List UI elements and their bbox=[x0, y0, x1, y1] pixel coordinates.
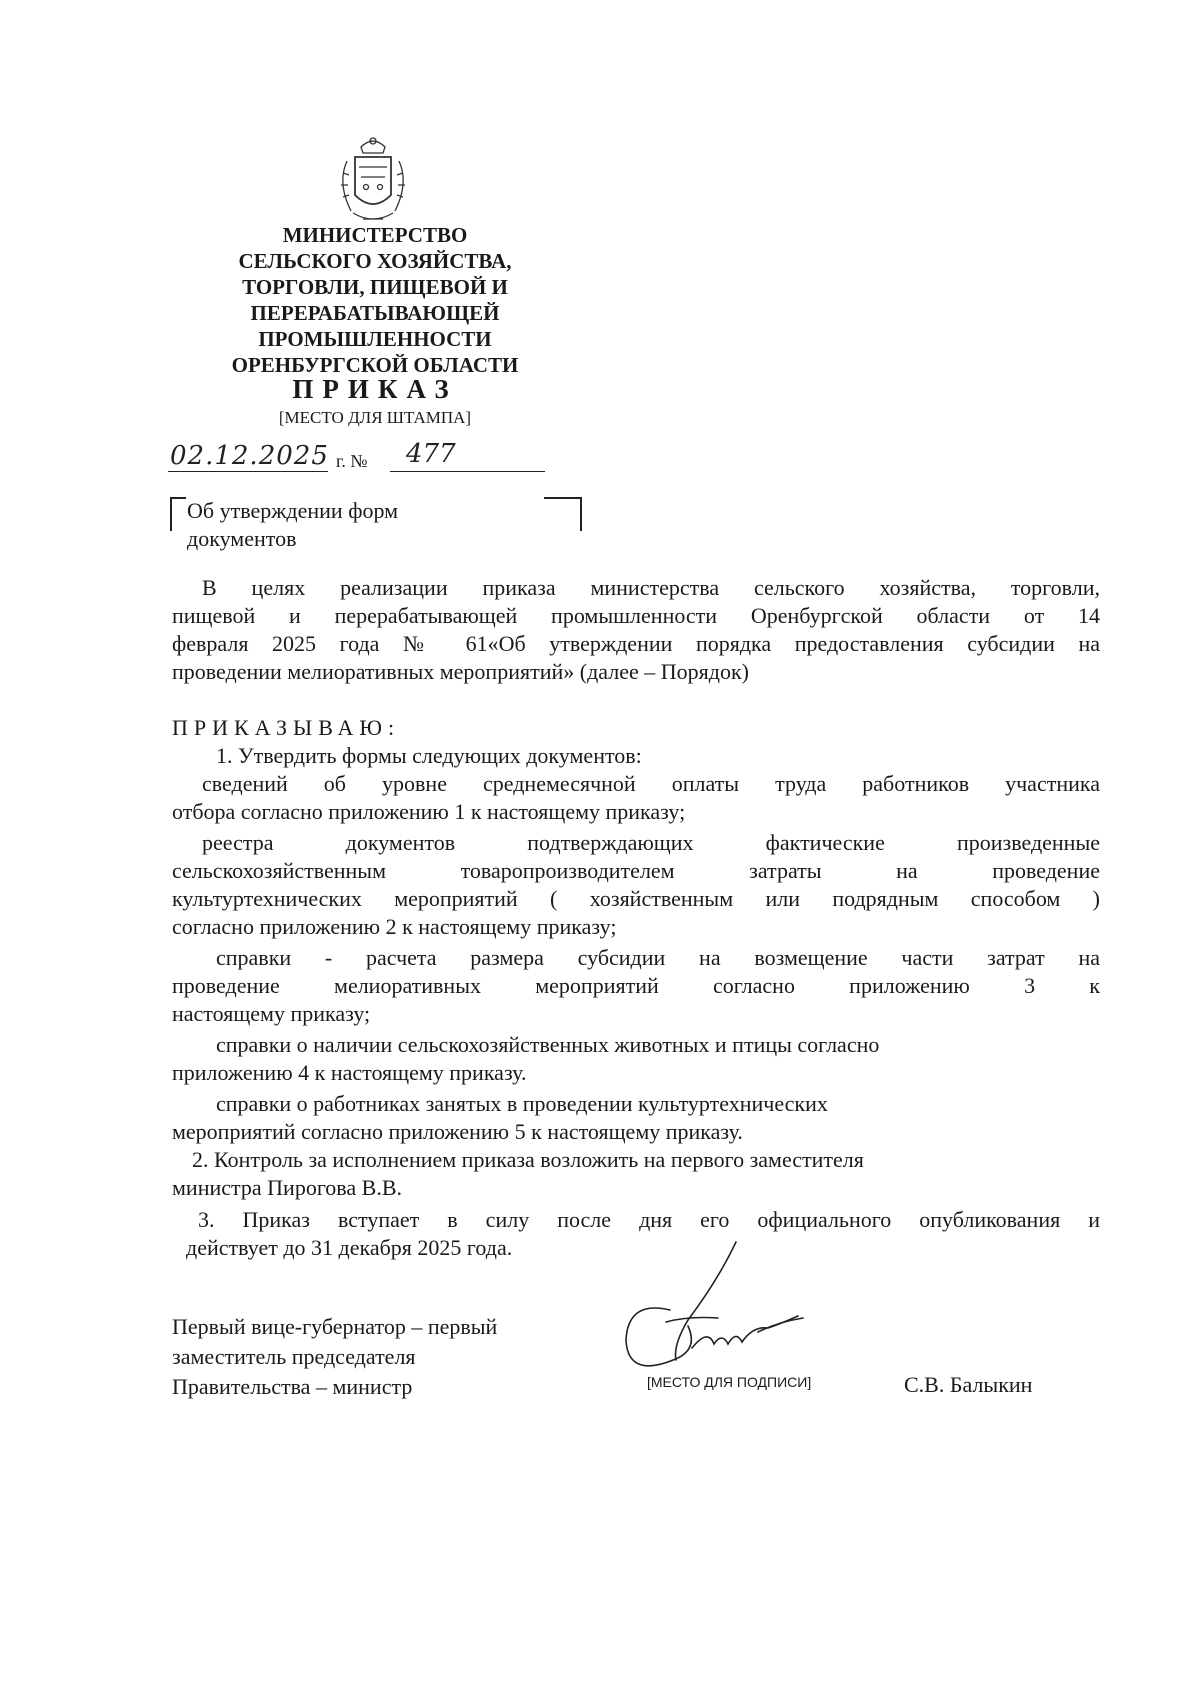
preamble-line: февраля 2025 года № 61«Об утверждении порядка предоставления субсидии на bbox=[172, 631, 1100, 656]
form-4-line: приложению 4 к настоящему приказу. bbox=[172, 1060, 527, 1085]
form-4-line: справки о наличии сельскохозяйственных животных и птицы согласно bbox=[216, 1032, 880, 1057]
date-underline bbox=[168, 471, 328, 472]
form-3-line: настоящему приказу; bbox=[172, 1001, 371, 1026]
item-2-line: 2. Контроль за исполнением приказа возложить на первого заместителя bbox=[192, 1147, 864, 1172]
handwritten-number: 477 bbox=[406, 439, 456, 469]
form-2-line: согласно приложению 2 к настоящему приказу; bbox=[172, 914, 617, 939]
form-5-line: мероприятий согласно приложению 5 к настоящему приказу. bbox=[172, 1119, 743, 1144]
order-items bbox=[172, 742, 1100, 1262]
subject bbox=[187, 497, 517, 553]
ministry-line: МИНИСТЕРСТВО bbox=[282, 223, 468, 247]
form-3-line: справки - расчета размера субсидии на возмещение части затрат на bbox=[216, 945, 1100, 970]
subject-bracket-right bbox=[544, 497, 582, 531]
preamble-line: В целях реализации приказа министерства сельского хозяйства, торговли, bbox=[202, 575, 1100, 600]
order-heading: ПРИКАЗЫВАЮ: bbox=[172, 715, 401, 740]
item-3-line: 3. Приказ вступает в силу после дня его официального опубликования и bbox=[198, 1207, 1100, 1232]
handwritten-signature bbox=[618, 1240, 818, 1380]
ministry-name bbox=[190, 222, 560, 378]
number-underline bbox=[390, 471, 545, 472]
preamble-line: проведении мелиоративных мероприятий» (далее – Порядок) bbox=[172, 659, 749, 684]
position-line: заместитель председателя bbox=[172, 1344, 416, 1369]
preamble-line: пищевой и перерабатывающей промышленности Оренбургской области от 14 bbox=[172, 603, 1100, 628]
form-1-line: отбора согласно приложению 1 к настоящему приказу; bbox=[172, 799, 686, 824]
handwritten-date: 02.12.2025 bbox=[170, 441, 329, 471]
position-line: Правительства – министр bbox=[172, 1374, 413, 1399]
subject-bracket-left bbox=[170, 497, 186, 531]
position-line: Первый вице-губернатор – первый bbox=[172, 1314, 498, 1339]
signer-position bbox=[172, 1312, 497, 1402]
coat-of-arms-icon bbox=[333, 133, 413, 226]
form-2-line: культуртехнических мероприятий ( хозяйственным или подрядным способом ) bbox=[172, 886, 1100, 911]
document-type: ПРИКАЗ bbox=[292, 374, 458, 404]
date-suffix: г. № bbox=[336, 451, 368, 471]
subject-line: документов bbox=[187, 526, 297, 551]
signature-placeholder: [МЕСТО ДЛЯ ПОДПИСИ] bbox=[647, 1374, 812, 1390]
ministry-line: ОРЕНБУРГСКОЙ ОБЛАСТИ bbox=[231, 353, 519, 377]
ministry-line: ПРОМЫШЛЕННОСТИ bbox=[258, 327, 492, 351]
ministry-line: ТОРГОВЛИ, ПИЩЕВОЙ И bbox=[242, 275, 508, 299]
form-2-line: сельскохозяйственным товаропроизводителем затраты на проведение bbox=[172, 858, 1100, 883]
date-number-line bbox=[168, 441, 548, 477]
form-5-line: справки о работниках занятых в проведении культуртехнических bbox=[216, 1091, 828, 1116]
form-1-line: сведений об уровне среднемесячной оплаты труда работников участника bbox=[202, 771, 1100, 796]
ministry-line: СЕЛЬСКОГО ХОЗЯЙСТВА, bbox=[238, 249, 512, 273]
form-3-line: проведение мелиоративных мероприятий согласно приложению 3 к bbox=[172, 973, 1100, 998]
item-2-line: министра Пирогова В.В. bbox=[172, 1175, 403, 1200]
item-1-title: 1. Утвердить формы следующих документов: bbox=[216, 743, 642, 768]
item-3-line: действует до 31 декабря 2025 года. bbox=[186, 1235, 513, 1260]
stamp-placeholder: [МЕСТО ДЛЯ ШТАМПА] bbox=[278, 408, 472, 427]
signer-name: С.В. Балыкин bbox=[904, 1372, 1033, 1397]
preamble bbox=[172, 574, 1100, 686]
ministry-line: ПЕРЕРАБАТЫВАЮЩЕЙ bbox=[250, 301, 500, 325]
form-2-line: реестра документов подтверждающих фактические произведенные bbox=[202, 830, 1100, 855]
subject-line: Об утверждении форм bbox=[187, 498, 399, 523]
